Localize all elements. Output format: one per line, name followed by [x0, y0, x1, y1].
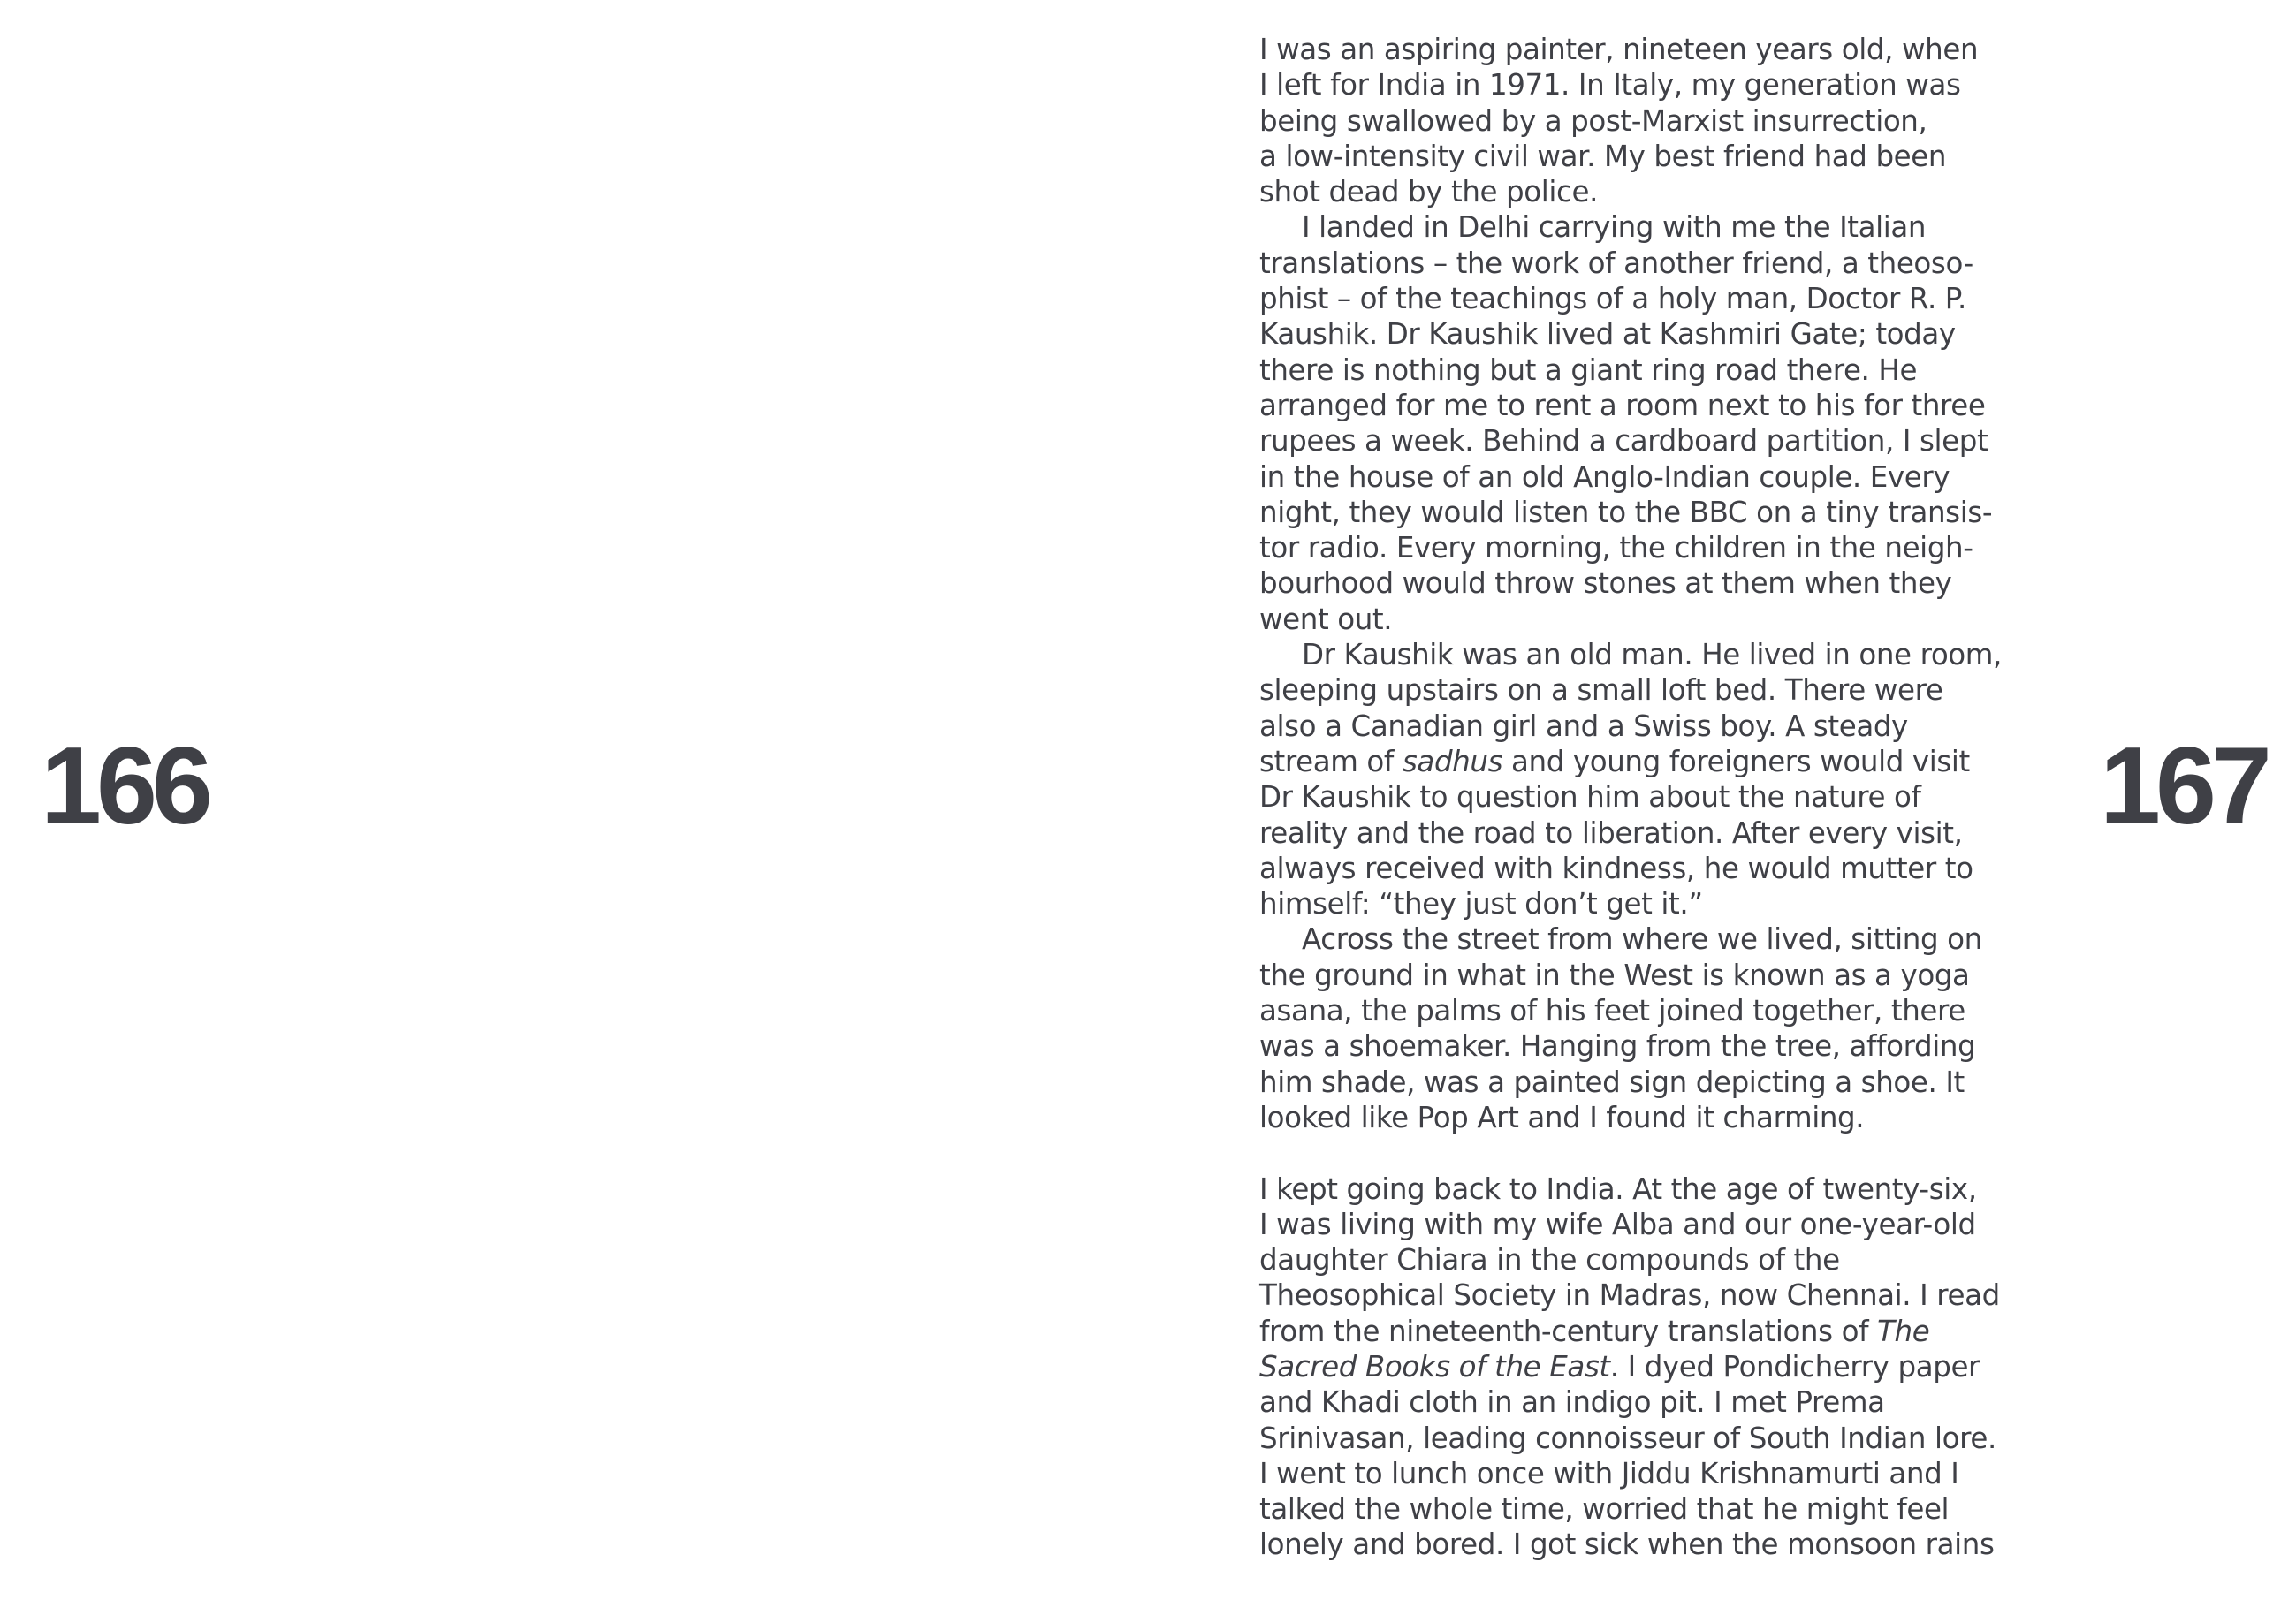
italic-title: sadhus: [1402, 744, 1503, 778]
text-line: [1259, 1491, 2037, 1527]
text-line: [1259, 886, 2037, 921]
italic-title: Sacred Books of the East: [1259, 1349, 1610, 1384]
text-line-segment: there is nothing but a giant ring road there. He: [1259, 353, 1918, 387]
page-number-right: 167: [2100, 725, 2267, 847]
text-line-segment: in the house of an old Anglo-Indian couple. Every: [1259, 459, 1950, 494]
text-line-segment: Theosophical Society in Madras, now Chennai. I read: [1259, 1278, 2000, 1313]
text-line: [1259, 1028, 2037, 1064]
text-line-segment: being swallowed by a post-Marxist insurrection,: [1259, 103, 1927, 138]
body-text-column: [1259, 32, 2037, 1563]
text-line-segment: also a Canadian girl and a Swiss boy. A steady: [1259, 709, 1908, 743]
text-line-segment: went out.: [1259, 602, 1393, 636]
text-line: [1259, 209, 2037, 245]
text-line-segment: stream of: [1259, 744, 1403, 778]
text-line: [1259, 1172, 2037, 1207]
text-line-segment: sleeping upstairs on a small loft bed. There were: [1259, 673, 1943, 708]
text-line-segment: him shade, was a painted sign depicting a shoe. It: [1259, 1065, 1965, 1099]
text-line: [1259, 993, 2037, 1028]
text-line-segment: reality and the road to liberation. After every visit,: [1259, 815, 1963, 850]
text-line: [1259, 958, 2037, 993]
text-line: [1259, 672, 2037, 708]
text-line: [1259, 281, 2037, 316]
text-line-segment: night, they would listen to the BBC on a tiny transis-: [1259, 495, 1993, 529]
text-line-segment: Kaushik. Dr Kaushik lived at Kashmiri Gate; today: [1259, 317, 1956, 352]
text-line-segment: translations – the work of another friend, a theoso-: [1259, 246, 1973, 280]
page-number-left: 166: [41, 725, 208, 847]
text-line-segment: I kept going back to India. At the age of twenty-six,: [1259, 1172, 1977, 1206]
text-line-segment: tor radio. Every morning, the children in the neigh-: [1259, 531, 1973, 565]
text-line: [1259, 1314, 2037, 1349]
text-line: [1259, 459, 2037, 495]
text-line: [1259, 815, 2037, 851]
text-line-segment: Srinivasan, leading connoisseur of South Indian lore.: [1259, 1421, 1996, 1455]
text-line: [1259, 67, 2037, 102]
text-line: [1259, 495, 2037, 530]
text-line: [1259, 246, 2037, 281]
text-line-segment: I went to lunch once with Jiddu Krishnamurti and I: [1259, 1456, 1959, 1490]
text-line-segment: I landed in Delhi carrying with me the Italian: [1302, 210, 1927, 245]
text-line: [1259, 1100, 2037, 1135]
text-line: [1259, 851, 2037, 886]
text-line: [1259, 353, 2037, 388]
text-line-segment: asana, the palms of his feet joined together, there: [1259, 994, 1965, 1028]
text-line-segment: Dr Kaushik to question him about the nature of: [1259, 780, 1921, 815]
text-line: [1259, 388, 2037, 423]
text-line-segment: a low-intensity civil war. My best friend had been: [1259, 139, 1947, 173]
text-line: [1259, 316, 2037, 352]
text-line-segment: daughter Chiara in the compounds of the: [1259, 1243, 1840, 1278]
text-line: [1259, 1278, 2037, 1313]
text-line-segment: I was living with my wife Alba and our one-year-old: [1259, 1207, 1976, 1241]
text-line: [1259, 744, 2037, 779]
paragraph-break: [1259, 1135, 2037, 1171]
text-line: [1259, 637, 2037, 672]
text-line: [1259, 1527, 2037, 1562]
text-line-segment: Across the street from where we lived, sitting on: [1302, 922, 1982, 957]
text-line: [1259, 423, 2037, 459]
text-line: [1259, 1456, 2037, 1491]
text-line-segment: and young foreigners would visit: [1502, 744, 1970, 778]
text-line-segment: and Khadi cloth in an indigo pit. I met Prema: [1259, 1385, 1885, 1420]
text-line-segment: Dr Kaushik was an old man. He lived in one room,: [1302, 638, 2002, 672]
text-line-segment: from the nineteenth-century translations of: [1259, 1314, 1878, 1348]
text-line: [1259, 709, 2037, 744]
text-line: [1259, 1242, 2037, 1278]
text-line: [1259, 565, 2037, 601]
text-line-segment: talked the whole time, worried that he might feel: [1259, 1492, 1950, 1527]
text-line-segment: lonely and bored. I got sick when the monsoon rains: [1259, 1528, 1995, 1562]
text-line-segment: . I dyed Pondicherry paper: [1609, 1349, 1980, 1384]
text-line: [1259, 1384, 2037, 1420]
text-line-segment: phist – of the teachings of a holy man, Doctor R. P.: [1259, 282, 1966, 316]
text-line-segment: the ground in what in the West is known as a yoga: [1259, 958, 1970, 992]
text-line: [1259, 32, 2037, 67]
italic-title: The: [1877, 1314, 1930, 1348]
text-line: [1259, 1349, 2037, 1384]
text-line-segment: arranged for me to rent a room next to his for three: [1259, 388, 1986, 422]
text-line: [1259, 1065, 2037, 1100]
text-line-segment: looked like Pop Art and I found it charming.: [1259, 1100, 1865, 1134]
text-line-segment: I was an aspiring painter, nineteen years old, when: [1259, 33, 1979, 66]
text-line: [1259, 779, 2037, 815]
text-line-segment: always received with kindness, he would mutter to: [1259, 851, 1973, 885]
text-line-segment: was a shoemaker. Hanging from the tree, affording: [1259, 1029, 1976, 1064]
text-line: [1259, 1421, 2037, 1456]
text-line: [1259, 602, 2037, 637]
text-line-segment: I left for India in 1971. In Italy, my generation was: [1259, 68, 1961, 102]
text-line-segment: himself: “they just don’t get it.”: [1259, 887, 1703, 921]
text-line: [1259, 139, 2037, 174]
text-line: [1259, 174, 2037, 209]
text-line-segment: rupees a week. Behind a cardboard partition, I slept: [1259, 424, 1988, 459]
text-line-segment: bourhood would throw stones at them when they: [1259, 566, 1952, 601]
text-line: [1259, 530, 2037, 565]
text-line: [1259, 1207, 2037, 1242]
text-line-segment: shot dead by the police.: [1259, 175, 1599, 209]
text-line: [1259, 103, 2037, 139]
text-line: [1259, 921, 2037, 957]
